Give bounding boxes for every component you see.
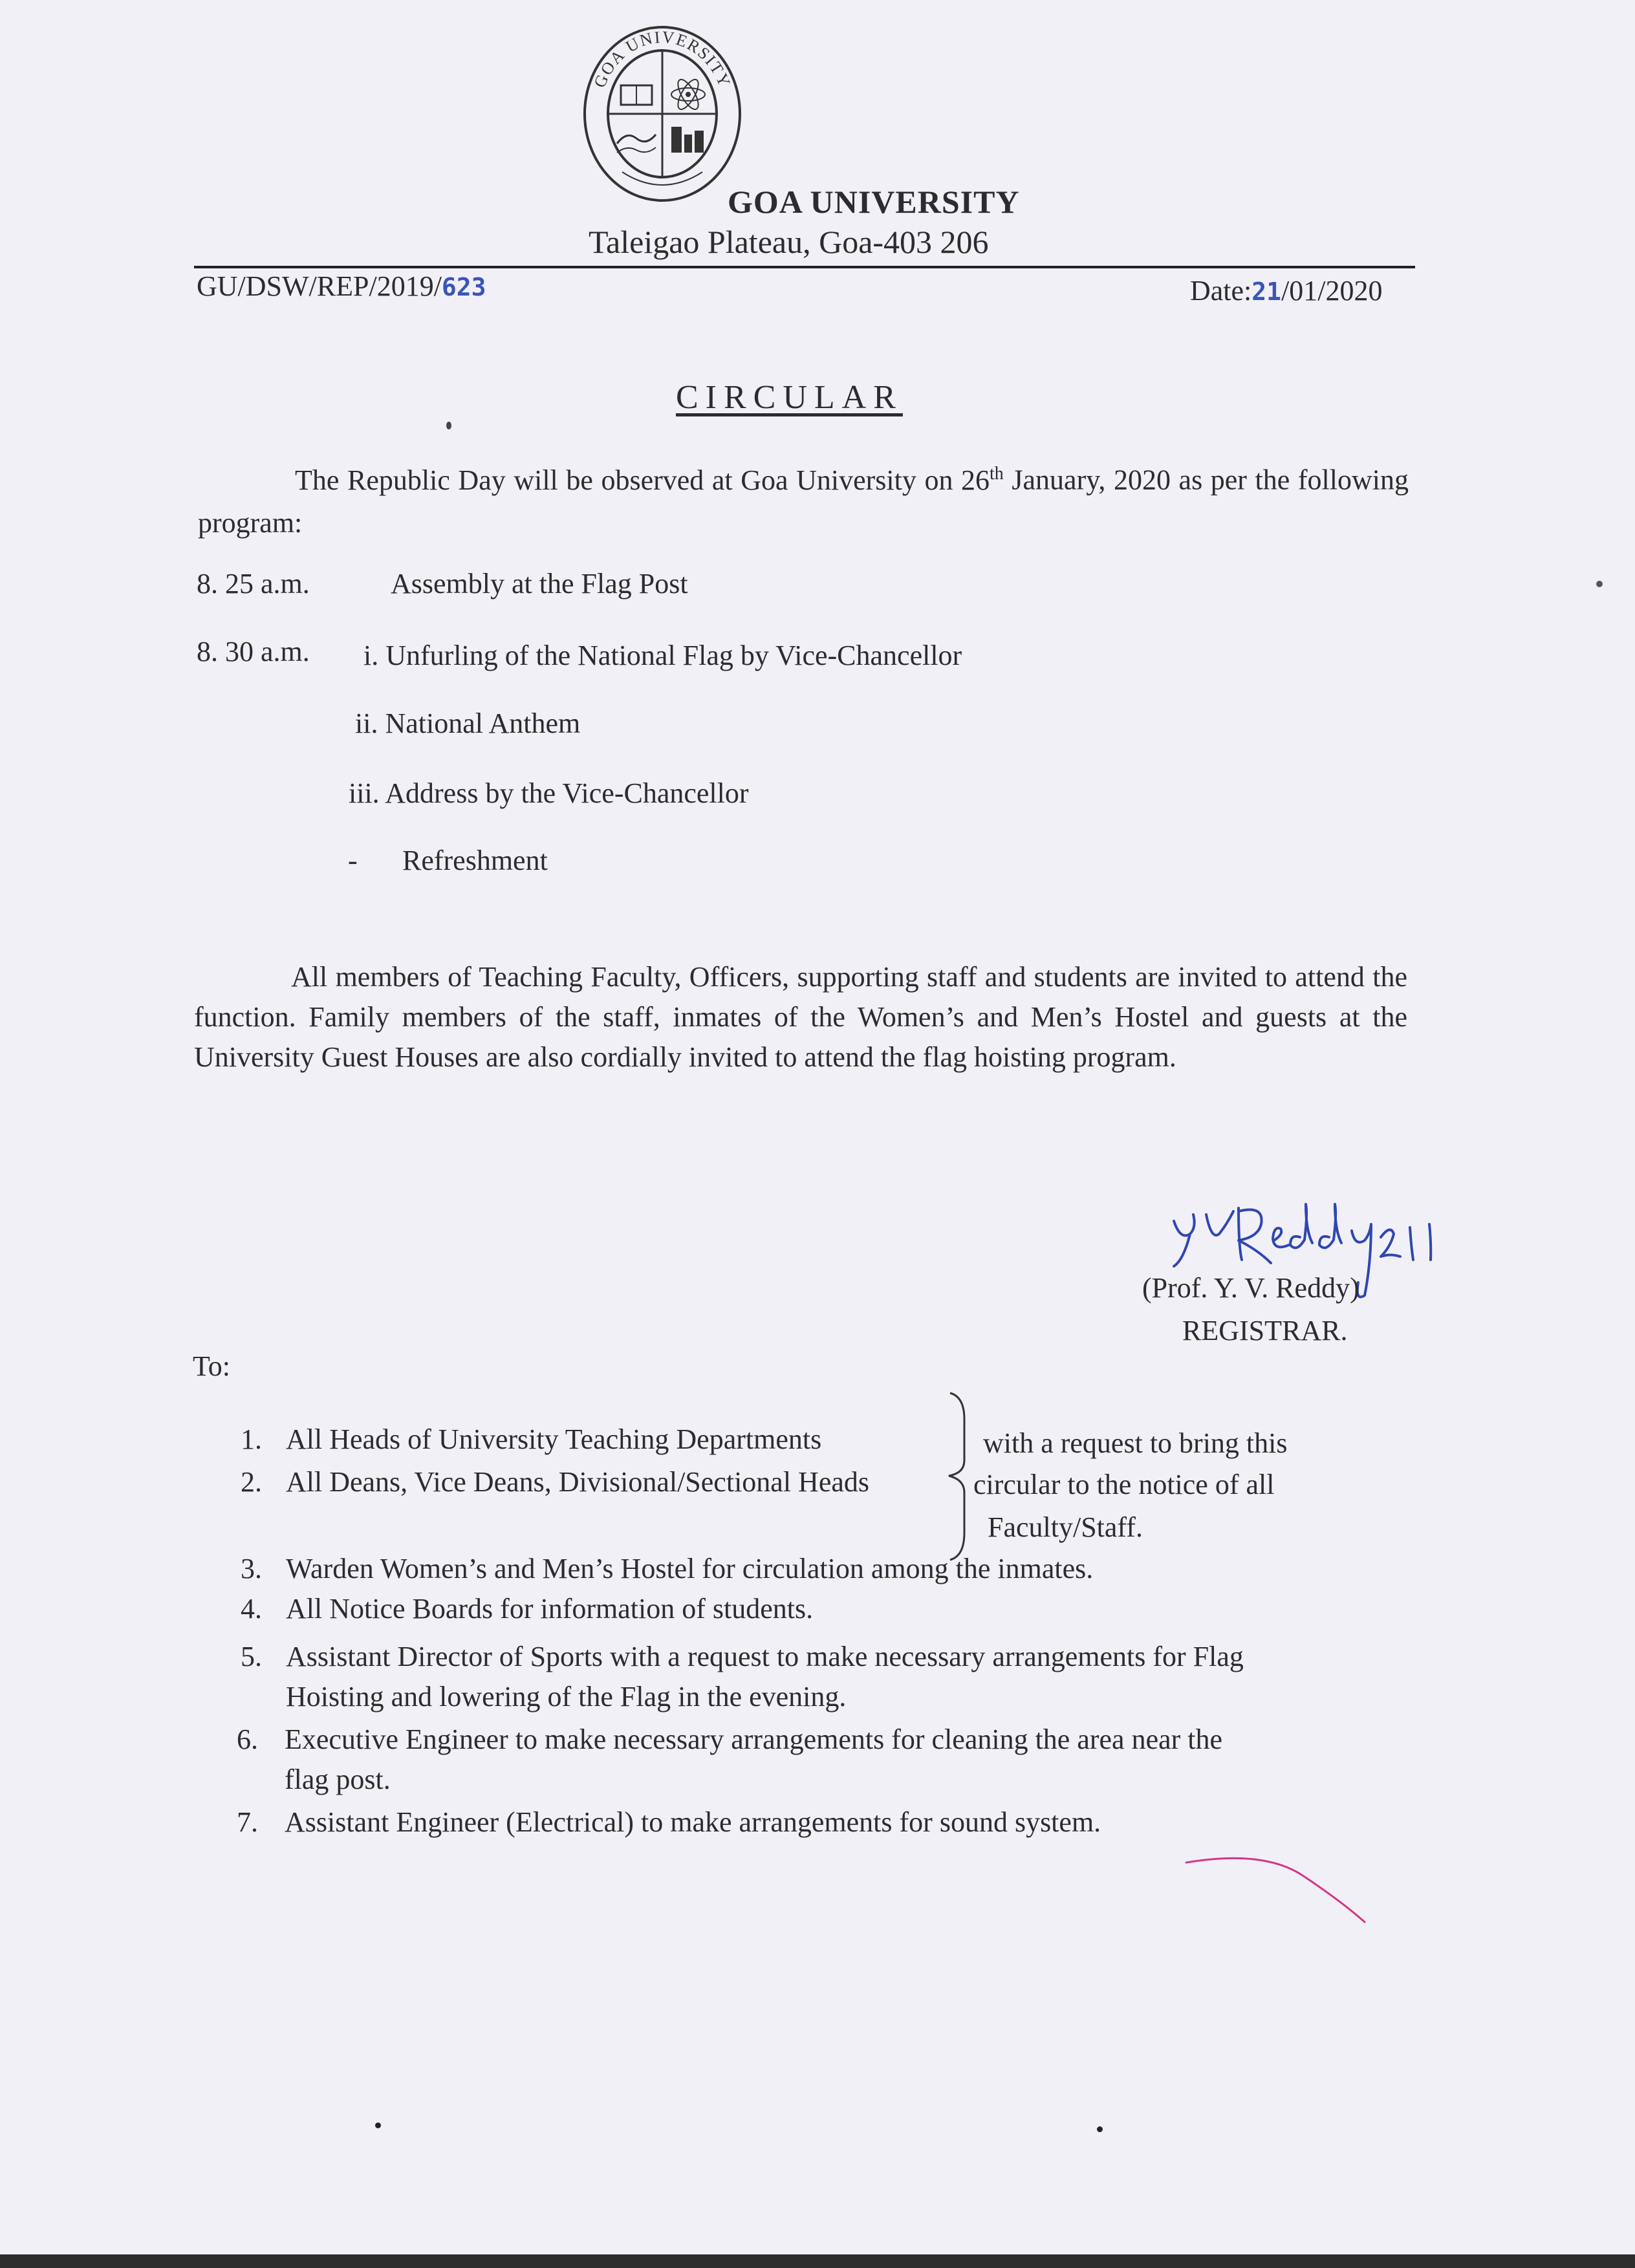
program-bullet-5: - [348, 845, 358, 876]
invitation-paragraph [194, 957, 1407, 1077]
recipient-item: All Heads of University Teaching Departments [286, 1423, 822, 1455]
date-month-year: /01/2020 [1281, 275, 1383, 307]
university-name: GOA UNIVERSITY [728, 184, 1020, 220]
recipients-note-line: Faculty/Staff. [988, 1511, 1143, 1543]
recipients-note-line: with a request to bring this [983, 1427, 1288, 1459]
goa-university-logo [581, 23, 744, 204]
scan-speck [375, 2122, 381, 2128]
date-label: Date: [1190, 275, 1252, 307]
intro-text-end: January, 2020 as per the following program: [198, 464, 1409, 539]
recipients-note-line: circular to the notice of all [973, 1469, 1275, 1500]
recipient-number: 2. [241, 1466, 262, 1498]
recipient-item: Assistant Engineer (Electrical) to make arrangements for sound system. [285, 1806, 1101, 1838]
header-divider [194, 266, 1415, 268]
intro-superscript: th [990, 464, 1004, 484]
program-item-1: Assembly at the Flag Post [391, 568, 688, 599]
scan-bottom-edge [0, 2254, 1635, 2268]
signatory-designation: REGISTRAR. [1182, 1315, 1348, 1346]
signatory-name: (Prof. Y. V. Reddy) [1142, 1272, 1359, 1304]
intro-text-start: The Republic Day will be observed at Goa University on 26 [295, 464, 990, 496]
intro-paragraph [198, 453, 1409, 545]
recipient-item-line: Executive Engineer to make necessary arrangements for cleaning the area near the [285, 1723, 1223, 1755]
program-item-2: i. Unfurling of the National Flag by Vice-Chancellor [363, 640, 962, 671]
recipient-item-line: flag post. [285, 1764, 391, 1795]
scan-speck [1596, 581, 1603, 587]
program-item-4: iii. Address by the Vice-Chancellor [349, 777, 749, 809]
university-address: Taleigao Plateau, Goa-403 206 [589, 224, 989, 260]
recipient-number: 4. [241, 1593, 262, 1625]
recipient-number: 1. [241, 1423, 262, 1455]
invitation-text: All members of Teaching Faculty, Officers, supporting staff and students are invited to attend the function. Family members of the staff, inmates of the Women’s and Men’s Hostel and guests at the University Guest Houses are also cordially invited to attend the flag hoisting program. [194, 961, 1407, 1073]
reference-handwritten-number: 623 [441, 273, 486, 301]
reference-prefix: GU/DSW/REP/2019/ [197, 270, 442, 302]
scan-speck [446, 422, 451, 429]
program-time-1: 8. 25 a.m. [197, 568, 310, 599]
recipient-item: Warden Women’s and Men’s Hostel for circulation among the inmates. [286, 1553, 1094, 1584]
recipient-number: 3. [241, 1553, 262, 1584]
recipient-number: 6. [237, 1723, 258, 1755]
recipient-number: 5. [241, 1641, 262, 1672]
program-item-5: Refreshment [402, 845, 548, 876]
recipient-item: All Deans, Vice Deans, Divisional/Sectional Heads [286, 1466, 869, 1498]
program-item-3: ii. National Anthem [355, 707, 581, 739]
date-handwritten-day: 21 [1251, 277, 1282, 306]
svg-text:GOA UNIVERSITY: GOA UNIVERSITY [590, 27, 735, 91]
scan-speck [1097, 2126, 1103, 2132]
circular-title: CIRCULAR [676, 379, 903, 416]
program-time-2: 8. 30 a.m. [197, 636, 310, 667]
recipient-number: 7. [237, 1806, 258, 1838]
pen-mark [1184, 1850, 1378, 1927]
document-date [1190, 274, 1383, 308]
recipient-item: All Notice Boards for information of students. [286, 1593, 814, 1625]
reference-number [197, 270, 486, 304]
recipient-item-line: Assistant Director of Sports with a request to make necessary arrangements for Flag [286, 1641, 1244, 1672]
recipient-item-line: Hoisting and lowering of the Flag in the evening. [286, 1681, 847, 1712]
to-label: To: [193, 1350, 231, 1382]
